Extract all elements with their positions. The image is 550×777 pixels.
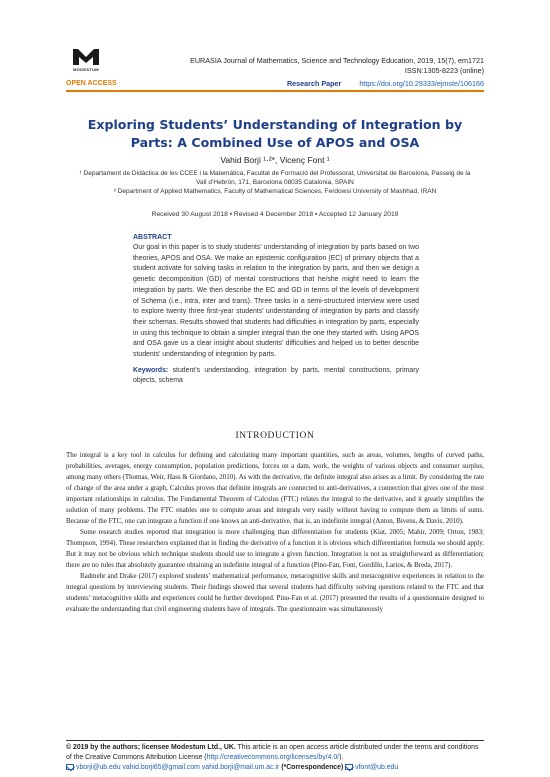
affiliation-1: ¹ Departament de Didàctica de les CCEE i la Matemàtica, Facultat de Formació del Professorat, Universitat de Barcelona, Passeig de la Vall d’Hebrón, 171, Barcelona 08035 Catalonia, SPAIN <box>79 170 471 186</box>
doi-link[interactable]: https://doi.org/10.29333/ejmste/106166 <box>359 79 484 88</box>
abstract-section <box>133 234 419 387</box>
email-link-author-2[interactable]: vfont@ub.edu <box>355 764 399 771</box>
affiliation-2: ² Department of Applied Mathematics, Faculty of Mathematical Sciences, Ferdowsi University of Mashhad, IRAN <box>113 188 437 195</box>
contact-emails <box>66 763 484 773</box>
keywords <box>133 366 419 387</box>
paragraph: The integral is a key tool in calculus for defining and calculating many important quantities, such as areas, volumes, lengths of curved paths, probabilities, averages, energy consumption, population predictions, forces on a dam, work, the weights of various objects and consumer surplus, among many others (Thomas, Weir, Hass & Giordano, 2010). As with the derivative, the definite integral also arises as a limit. By considering the rate of change of the area under a graph, Calculus proves that definite integrals are connected to anti-derivatives, a connection that gives one of the most important relationships in calculus. The Fundamental Theorem of Calculus (FTC) relates the integral to the derivative, and it greatly simplifies the solution of many problems. The FTC enables one to compute areas and integrals very easily without having to compute them as limits of sums. Because of the FTC, one can integrate a function if one knows an anti-derivative, that is, an indefinite integral (Anton, Bivens, & Davis, 2010). <box>66 451 484 525</box>
email-icon <box>345 764 353 770</box>
copyright: © 2019 by the authors; licensee Modestum Ltd., UK. <box>66 744 236 751</box>
paper-type: Research Paper <box>286 79 342 88</box>
email-links-author-1[interactable]: vborji@ub.edu vahid.borji65@gmail.com vahid.borji@mail.um.ac.ir <box>76 764 280 771</box>
journal-issn: ISSN:1305-8223 (online) <box>404 66 484 75</box>
abstract-text: Our goal in this paper is to study students’ understanding of integration by parts based on two theories, APOS and OSA. We make an epistemic configuration (EC) of primary objects that a student activate for solving tasks in relation to the integration by parts, and then we design a genetic decomposition (GD) of mental constructions that he/she might need to learn the integration by parts. We then describe the EC and GD in terms of the levels of development of Schema (i.e., intra, inter and trans). Three tasks in a semi-structured interview were used to explore twenty three first-year students’ understanding of integration by parts and classify their schemas. Results showed that students had difficulties in integration by parts, especially in using this technique to obtain a simpler integral than the one they started with. Using APOS and OSA gave us a clear insight about students’ difficulties and helped us to better describe students’ understanding of integration by parts. <box>133 244 419 359</box>
open-access-label: OPEN ACCESS <box>66 80 117 87</box>
introduction-heading: INTRODUCTION <box>235 431 315 441</box>
correspondence-label: (*Correspondence) <box>281 764 344 771</box>
publisher-logo <box>66 46 106 72</box>
license-text: This article is an open access article distributed under the terms and conditions of the Creative Commons Attribution License ( <box>66 744 479 761</box>
abstract-heading: ABSTRACT <box>133 234 172 241</box>
license-link[interactable]: http://creativecommons.org/licenses/by/4.0/ <box>206 754 340 761</box>
affiliations <box>76 169 474 196</box>
header-divider <box>66 90 484 92</box>
author-list: Vahid Borji ¹·²*, Vicenç Font ¹ <box>220 155 330 165</box>
footer-divider <box>66 740 484 741</box>
modestum-logo-icon <box>72 46 100 66</box>
keywords-text: student’s understanding, integration by parts, mental constructions, primary objects, schema <box>133 366 419 385</box>
journal-info <box>190 56 484 76</box>
paragraph: Some research studies reported that integration is more challenging than differentiation for students (Kiat, 2005; Mahir, 2009; Orton, 1983; Thompson, 1994). These researchers explained that in finding the derivative of a function it is obvious which differentiation formula we should apply. But it may not be obvious which technique students should use to integrate a given function. Integration is not as straightforward as differentiation; there are no rules that absolutely guarantee obtaining an indefinite integral of a function (Pino-Fan, Font, Gordillo, Larios, & Breda, 2017). <box>66 528 484 569</box>
submission-dates: Received 30 August 2018 ▪ Revised 4 December 2018 ▪ Accepted 12 January 2019 <box>151 211 399 218</box>
email-icon <box>66 764 74 770</box>
keywords-label: Keywords: <box>133 366 169 374</box>
article-title: Exploring Students’ Understanding of Integration by Parts: A Combined Use of APOS and OSA <box>87 117 463 150</box>
journal-citation: EURASIA Journal of Mathematics, Science and Technology Education, 2019, 15(7), em1721 <box>190 56 484 65</box>
logo-text: MODESTUM <box>73 67 99 72</box>
license-footer <box>66 743 484 773</box>
license-notice <box>66 743 484 763</box>
doi-row <box>287 79 484 88</box>
paragraph: Radmehr and Drake (2017) explored students’ mathematical performance, metacognitive skills and metacognitive experiences in relation to the integral questions by interviewing students. Their findings showed that several students had difficulty solving questions related to the FTC and that students’ metacognitive skills and experiences could be further developed. Pino-Fan et al. (2017) presented the results of a questionnaire designed to evaluate the understanding that civil engineering students have of integrals. The questionnaire was simultaneously <box>66 572 484 613</box>
introduction-body <box>66 450 484 615</box>
license-end: ). <box>339 754 344 761</box>
